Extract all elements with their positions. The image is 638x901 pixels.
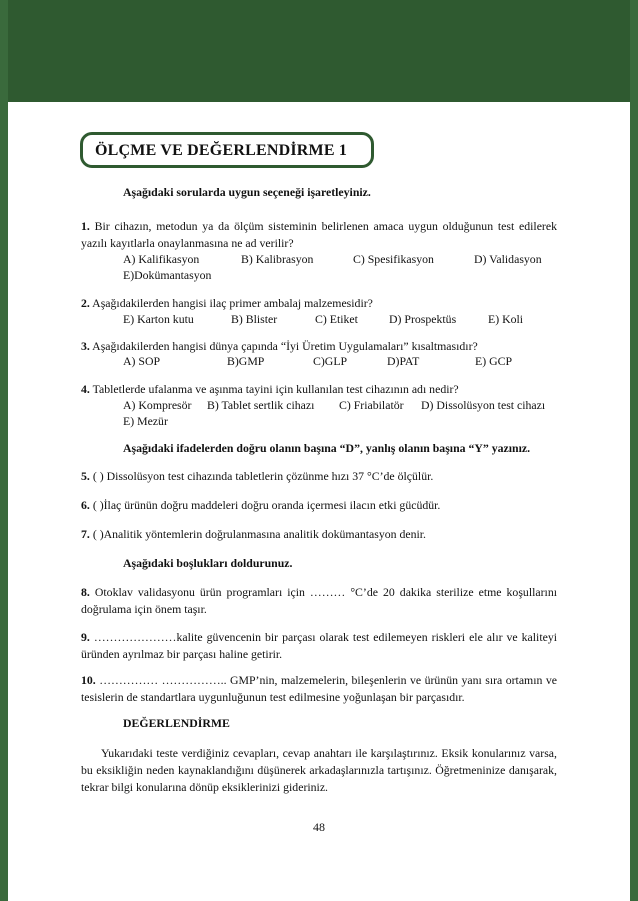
evaluation-heading: DEĞERLENDİRME [123, 716, 230, 730]
question-text: Otoklav validasyonu ürün programları için ……… °C’de 20 dakika sterilize etme koşullarını doğrulama için önem taşır. [81, 585, 557, 616]
fill-item [81, 584, 557, 618]
page-number: 48 [313, 820, 325, 834]
instruction-multiple-choice: Aşağıdaki sorularda uygun seçeneği işaretleyiniz. [123, 185, 371, 199]
left-edge-decoration [0, 0, 8, 901]
option: C) Friabilatör [339, 398, 404, 412]
question-text: ( )Analitik yöntemlerin doğrulanmasına analitik dokümantasyon denir. [92, 527, 426, 541]
option: E)Dokümantasyon [123, 268, 212, 282]
instruction-fill-blanks: Aşağıdaki boşlukları doldurunuz. [123, 556, 293, 570]
header-band [0, 0, 638, 102]
question-number: 7. [81, 527, 90, 541]
question-text: Tabletlerde ufalanma ve aşınma tayini için kullanılan test cihazının adı nedir? [92, 382, 459, 396]
question-4 [81, 381, 557, 398]
option: C)GLP [313, 354, 348, 368]
option: E) Koli [488, 312, 524, 326]
question-number: 1. [81, 219, 90, 233]
question-number: 10. [81, 673, 96, 687]
option: D) Prospektüs [389, 312, 457, 326]
section-title: ÖLÇME VE DEĞERLENDİRME 1 [80, 132, 374, 168]
right-edge-decoration [630, 0, 638, 901]
option: D) Dissolüsyon test cihazı [421, 398, 546, 412]
question-2 [81, 295, 557, 312]
option: C) Etiket [315, 312, 358, 326]
option: E) Karton kutu [123, 312, 194, 326]
tf-item [81, 497, 557, 514]
option: A) SOP [123, 354, 161, 368]
question-number: 9. [81, 630, 90, 644]
option: B) Blister [231, 312, 278, 326]
option: A) Kalifikasyon [123, 252, 200, 266]
evaluation-text: Yukarıdaki teste verdiğiniz cevapları, cevap anahtarı ile karşılaştırınız. Eksik konularınız varsa, bu eksikliğin neden kaynaklandığını düşünerek arkadaşlarınızla tartışınız. Öğretmeninize danışarak, tekrar bilgi konularına dönüp eksiklerinizi gideriniz. [81, 746, 557, 794]
question-text: Bir cihazın, metodun ya da ölçüm sisteminin belirlenen amaca uygun olduğunun test edilerek yazılı kayıtlarla onaylanmasına ne ad verilir? [81, 219, 557, 250]
option: D) Validasyon [474, 252, 542, 266]
question-text: Aşağıdakilerden hangisi dünya çapında “İyi Üretim Uygulamaları” kısaltmasıdır? [92, 339, 478, 353]
option: B) Kalibrasyon [241, 252, 314, 266]
tf-item [81, 468, 557, 485]
fill-item [81, 672, 557, 706]
option: E) GCP [475, 354, 513, 368]
question-text: ( ) Dissolüsyon test cihazında tabletlerin çözünme hızı 37 °C’de ölçülür. [92, 469, 434, 483]
question-number: 3. [81, 339, 90, 353]
instruction-true-false: Aşağıdaki ifadelerden doğru olanın başına “D”, yanlış olanın başına “Y” yazınız. [123, 441, 531, 455]
option: E) Mezür [123, 414, 168, 428]
question-text: ( )İlaç ürünün doğru maddeleri doğru oranda içermesi ilacın etki gücüdür. [92, 498, 441, 512]
question-number: 5. [81, 469, 90, 483]
option: D)PAT [387, 354, 420, 368]
option: A) Kompresör [123, 398, 192, 412]
tf-item [81, 526, 557, 543]
question-text: …………… …………….. GMP’nin, malzemelerin, bileşenlerin ve ürünün yanı sıra ortamın ve tesislerin de standartlara uygunluğunun test edilmesine yoğunlaşan bir parçasıdır. [81, 673, 557, 704]
fill-item [81, 629, 557, 663]
option: B)GMP [227, 354, 265, 368]
question-number: 2. [81, 296, 90, 310]
option: B) Tablet sertlik cihazı [207, 398, 315, 412]
question-number: 6. [81, 498, 90, 512]
question-1 [81, 218, 557, 252]
question-number: 4. [81, 382, 90, 396]
question-number: 8. [81, 585, 90, 599]
question-text: Aşağıdakilerden hangisi ilaç primer ambalaj malzemesidir? [92, 296, 373, 310]
option: C) Spesifikasyon [353, 252, 434, 266]
question-text: …………………kalite güvencenin bir parçası olarak test edilemeyen riskleri ele alır ve kaliteyi üründen ayrılmaz bir parçası haline getirir. [81, 630, 558, 661]
